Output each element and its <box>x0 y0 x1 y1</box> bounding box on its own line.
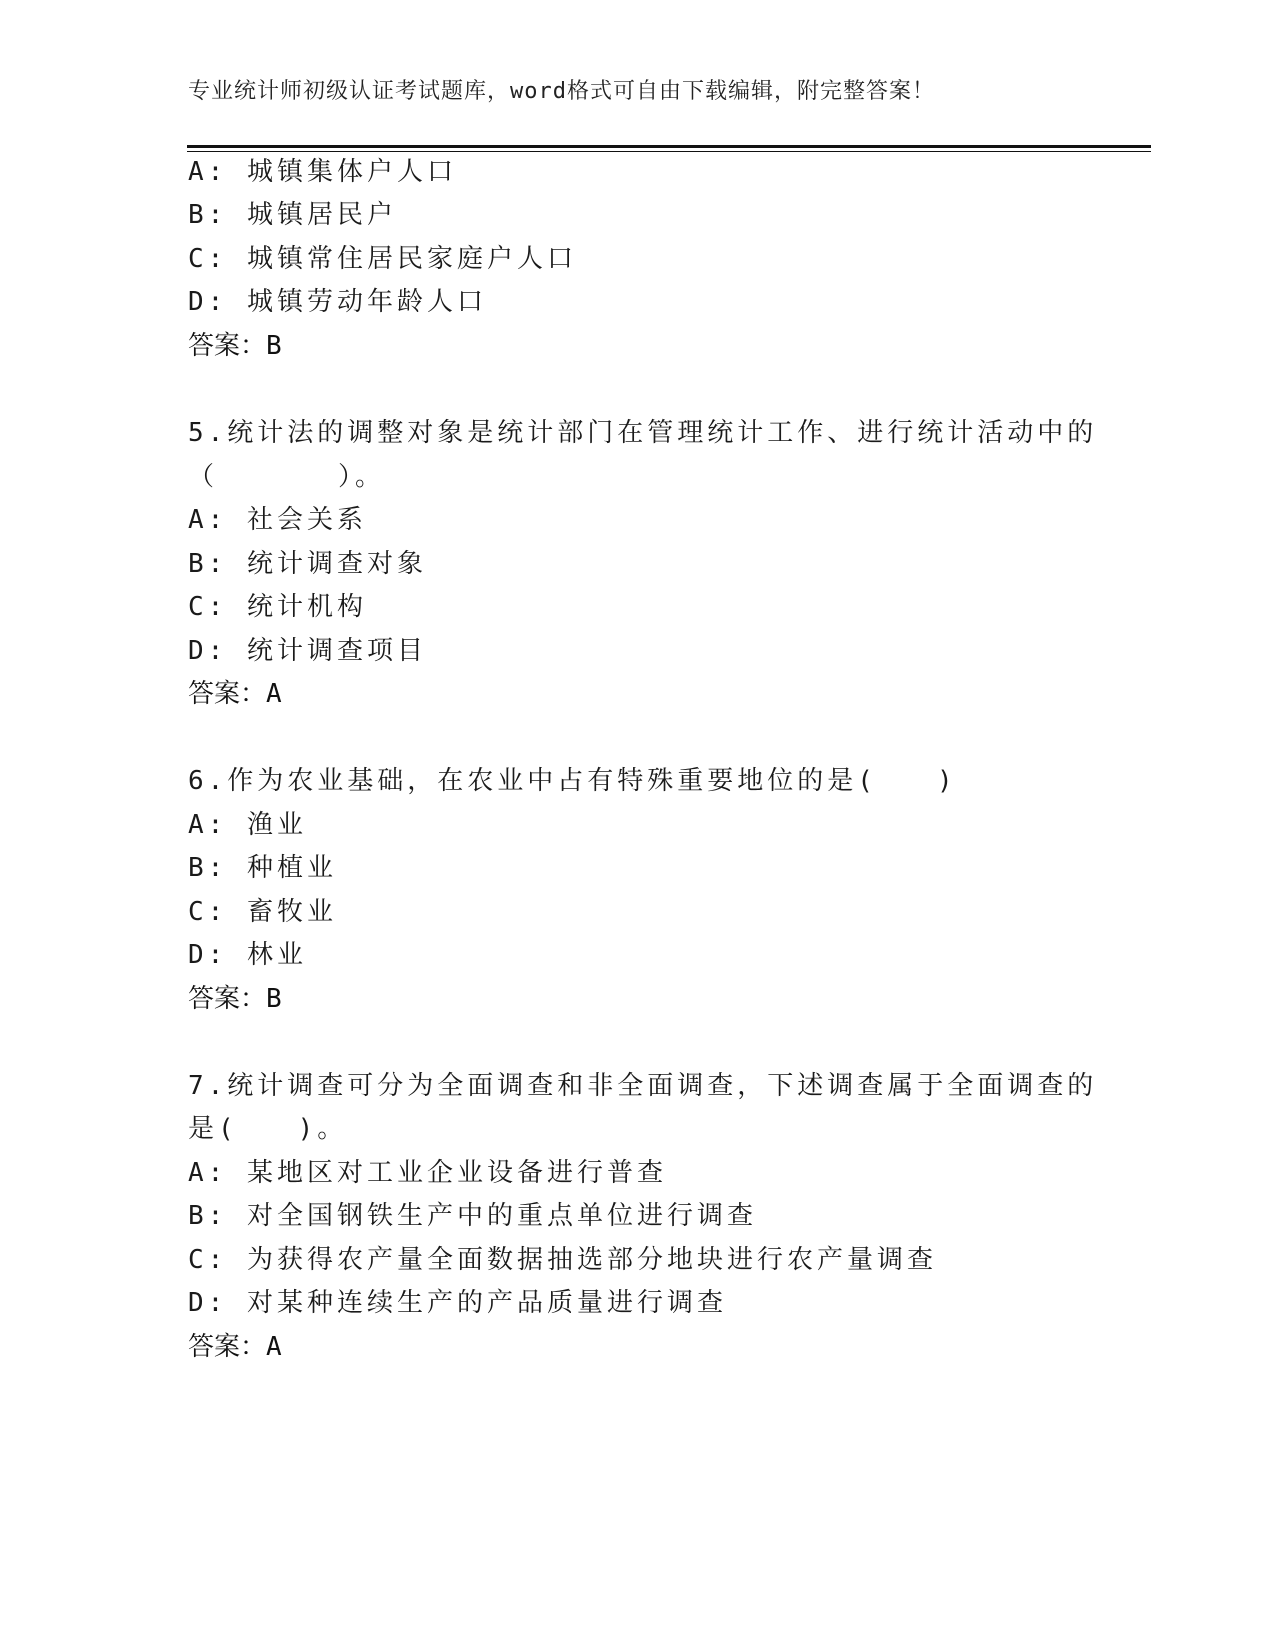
q4-option-d: D: 城镇劳动年龄人口 <box>188 287 487 317</box>
page-header: 专业统计师初级认证考试题库，word格式可自由下载编辑，附完整答案！ <box>188 79 935 104</box>
answer-label: 答案： <box>188 679 267 709</box>
q4-answer <box>188 330 282 362</box>
q5-option-a: A: 社会关系 <box>188 505 367 535</box>
q7-option-a: A: 某地区对工业企业设备进行普查 <box>188 1158 667 1188</box>
q7-stem-line1: 7.统计调查可分为全面调查和非全面调查，下述调查属于全面调查的 <box>188 1071 1098 1101</box>
q5-stem-line1: 5.统计法的调整对象是统计部门在管理统计工作、进行统计活动中的 <box>188 418 1098 448</box>
q5-answer-value: A <box>266 679 282 709</box>
q5-option-d: D: 统计调查项目 <box>188 636 427 666</box>
q6-answer-value: B <box>266 984 282 1014</box>
q4-option-a: A: 城镇集体户人口 <box>188 157 457 187</box>
q6-answer <box>188 983 282 1015</box>
q7-answer-value: A <box>266 1332 282 1362</box>
q6-option-a: A: 渔业 <box>188 810 307 840</box>
q7-option-c: C: 为获得农产量全面数据抽选部分地块进行农产量调查 <box>188 1245 937 1275</box>
q6-option-b: B: 种植业 <box>188 853 337 883</box>
q6-option-d: D: 林业 <box>188 940 307 970</box>
header-rule-thick <box>187 145 1151 148</box>
answer-label: 答案： <box>188 1332 267 1362</box>
q7-option-d: D: 对某种连续生产的产品质量进行调查 <box>188 1288 727 1318</box>
q7-answer <box>188 1331 282 1363</box>
q7-option-b: B: 对全国钢铁生产中的重点单位进行调查 <box>188 1201 757 1231</box>
answer-label: 答案： <box>188 984 267 1014</box>
q4-option-c: C: 城镇常住居民家庭户人口 <box>188 244 577 274</box>
q7-stem-line2: 是( )。 <box>188 1114 348 1144</box>
q6-stem-line1: 6.作为农业基础，在农业中占有特殊重要地位的是( ) <box>188 766 957 796</box>
q5-answer <box>188 678 282 710</box>
q5-option-c: C: 统计机构 <box>188 592 367 622</box>
header-rule-thin <box>187 151 1151 152</box>
q4-option-b: B: 城镇居民户 <box>188 200 397 230</box>
q5-stem-line2: （ ）。 <box>188 462 386 492</box>
q4-answer-value: B <box>266 331 282 361</box>
q5-option-b: B: 统计调查对象 <box>188 549 427 579</box>
answer-label: 答案： <box>188 331 267 361</box>
q6-option-c: C: 畜牧业 <box>188 897 337 927</box>
